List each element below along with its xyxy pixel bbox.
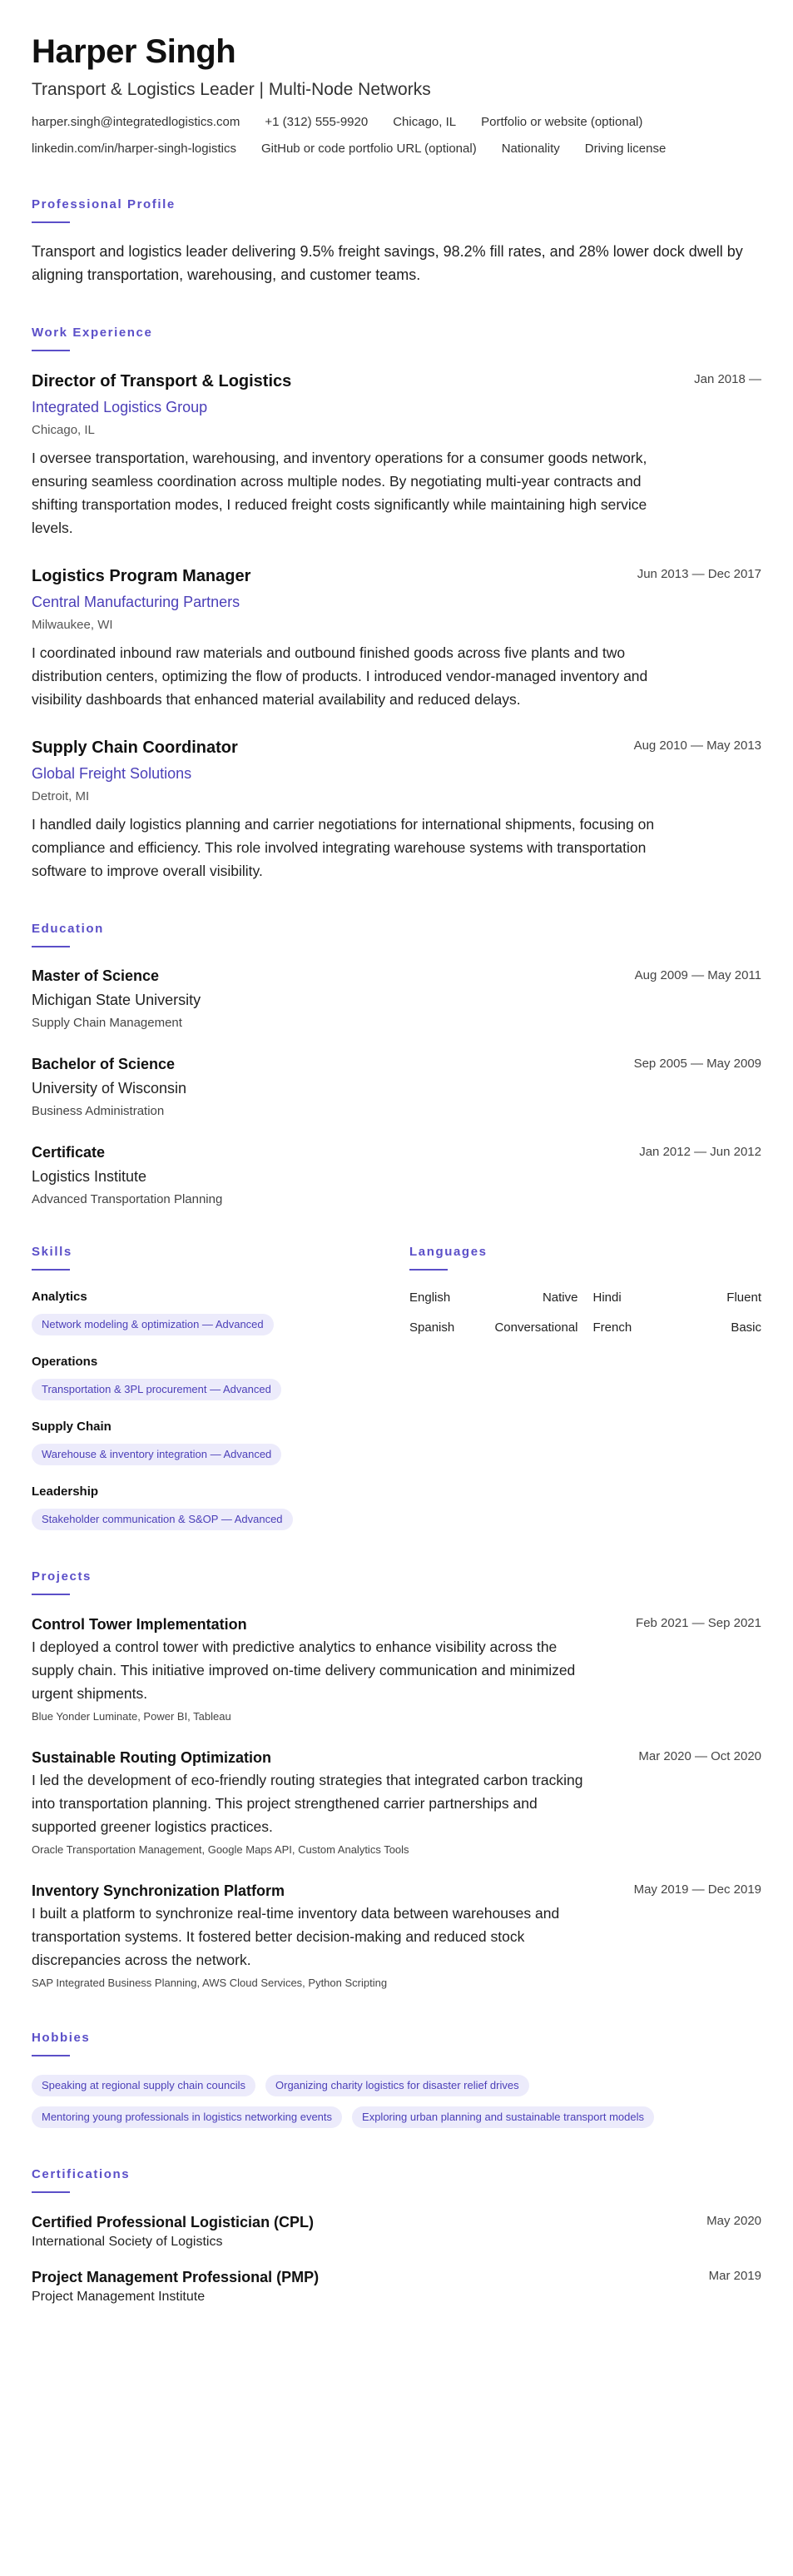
job-company: Integrated Logistics Group: [32, 399, 208, 415]
project-description: I led the development of eco-friendly routing strategies that integrated carbon tracking into transportation planning. This project strengthened carrier partnerships and supported greener logistics practices.: [32, 1772, 583, 1835]
cert-org: Project Management Institute: [32, 2290, 206, 2304]
edu-degree: Master of Science: [32, 967, 160, 984]
job-date: Jun 2013 — Dec 2017: [637, 567, 761, 581]
language-name: Hindi: [592, 1290, 622, 1305]
job-title: Logistics Program Manager: [32, 567, 251, 585]
skill-category: Analytics: [32, 1290, 87, 1304]
job-location: Milwaukee, WI: [32, 618, 113, 632]
edu-field: Advanced Transportation Planning: [32, 1192, 223, 1206]
skill-group: [32, 1484, 409, 1530]
section-divider: [32, 221, 70, 223]
edu-date: Aug 2009 — May 2011: [634, 968, 761, 982]
project-title: Sustainable Routing Optimization: [32, 1749, 271, 1766]
edu-date: Sep 2005 — May 2009: [633, 1057, 761, 1071]
skill-group: [32, 1289, 409, 1335]
resume-header: [32, 32, 761, 158]
section-title-experience: Work Experience: [32, 326, 153, 340]
project-tools: Oracle Transportation Management, Google Maps API, Custom Analytics Tools: [32, 1843, 409, 1856]
hobby-list: [32, 2075, 664, 2128]
project-entry: [32, 1614, 761, 1725]
section-divider: [32, 1269, 70, 1271]
project-date: Feb 2021 — Sep 2021: [636, 1616, 761, 1630]
job-location: Chicago, IL: [32, 423, 95, 437]
edu-school: Michigan State University: [32, 992, 201, 1008]
section-title-education: Education: [32, 922, 104, 936]
section-title-skills: Skills: [32, 1245, 72, 1259]
project-entry: [32, 1880, 761, 1992]
contact-portfolio[interactable]: Portfolio or website (optional): [481, 115, 643, 129]
certifications-section: [32, 2166, 761, 2306]
section-title-languages: Languages: [409, 1245, 488, 1259]
language-item: [409, 1289, 578, 1307]
hobby-pill: Speaking at regional supply chain councils: [32, 2075, 255, 2096]
skill-category: Operations: [32, 1355, 98, 1369]
edu-degree: Certificate: [32, 1144, 106, 1161]
language-item: [593, 1319, 762, 1337]
projects-section: [32, 1569, 761, 1992]
project-title: Control Tower Implementation: [32, 1616, 247, 1633]
section-divider: [32, 946, 70, 947]
language-item: [409, 1319, 578, 1337]
contact-driving-license: Driving license: [584, 142, 667, 156]
section-divider: [32, 1594, 70, 1595]
skill-pill: Stakeholder communication & S&OP — Advanced: [32, 1509, 293, 1530]
skill-group: [32, 1354, 409, 1400]
hobbies-section: [32, 2030, 761, 2128]
project-description: I deployed a control tower with predictive analytics to enhance visibility across the supply chain. This initiative improved on-time delivery communication and minimized urgent shipments.: [32, 1639, 576, 1702]
skill-pill: Network modeling & optimization — Advanced: [32, 1314, 274, 1335]
language-item: [593, 1289, 762, 1307]
job-entry: [32, 564, 761, 711]
experience-section: [32, 325, 761, 883]
edu-school: University of Wisconsin: [32, 1080, 187, 1097]
contact-github[interactable]: GitHub or code portfolio URL (optional): [260, 142, 477, 156]
tagline: Transport & Logistics Leader | Multi-Node Networks: [32, 80, 431, 99]
edu-date: Jan 2012 — Jun 2012: [639, 1145, 761, 1159]
contact-list: [32, 113, 761, 158]
section-divider: [409, 1269, 448, 1271]
section-divider: [32, 2055, 70, 2056]
job-company: Global Freight Solutions: [32, 765, 192, 782]
project-tools: SAP Integrated Business Planning, AWS Cloud Services, Python Scripting: [32, 1977, 388, 1989]
project-date: Mar 2020 — Oct 2020: [638, 1749, 761, 1763]
job-company: Central Manufacturing Partners: [32, 594, 240, 610]
education-section: [32, 921, 761, 1209]
skill-category: Leadership: [32, 1484, 99, 1499]
candidate-name: Harper Singh: [32, 33, 236, 70]
edu-degree: Bachelor of Science: [32, 1056, 176, 1072]
job-date: Aug 2010 — May 2013: [633, 738, 761, 753]
section-title-projects: Projects: [32, 1569, 92, 1584]
project-entry: [32, 1747, 761, 1858]
skills-section: [32, 1244, 409, 1530]
job-description: I coordinated inbound raw materials and outbound finished goods across five plants and two distribution centers, optimizing the flow of products. I introduced vendor-managed inventory and visibility dashboards that enhanced material availability and reduced delays.: [32, 644, 648, 708]
language-name: English: [409, 1290, 451, 1305]
section-title-hobbies: Hobbies: [32, 2031, 91, 2045]
job-title: Director of Transport & Logistics: [32, 372, 292, 390]
languages-section: [409, 1244, 761, 1530]
job-description: I oversee transportation, warehousing, and inventory operations for a consumer goods network, ensuring seamless coordination across multiple nodes. By negotiating multi-year contracts and shifting transportation modes, I reduced freight costs significantly while maintaining high service levels.: [32, 450, 647, 536]
project-description: I built a platform to synchronize real-time inventory data between warehouses and transportation systems. It fostered better decision-making and reduced stock discrepancies across the network.: [32, 1905, 560, 1968]
education-entry: [32, 966, 761, 1032]
skill-pill: Transportation & 3PL procurement — Advanced: [32, 1379, 281, 1400]
skill-pill: Warehouse & inventory integration — Advanced: [32, 1444, 281, 1465]
contact-linkedin[interactable]: linkedin.com/in/harper-singh-logistics: [32, 142, 236, 156]
project-date: May 2019 — Dec 2019: [633, 1882, 761, 1897]
contact-nationality: Nationality: [501, 142, 560, 156]
language-level: Basic: [731, 1320, 761, 1335]
profile-summary: Transport and logistics leader delivering 9.5% freight savings, 98.2% fill rates, and 28% lower dock dwell by aligning transportation, warehousing, and customer teams.: [32, 243, 743, 283]
education-entry: [32, 1054, 761, 1121]
skills-languages-row: [32, 1244, 761, 1530]
profile-section: [32, 196, 761, 286]
section-title-certifications: Certifications: [32, 2167, 131, 2181]
project-title: Inventory Synchronization Platform: [32, 1882, 285, 1899]
edu-school: Logistics Institute: [32, 1168, 147, 1185]
contact-email[interactable]: harper.singh@integratedlogistics.com: [32, 115, 240, 129]
cert-date: Mar 2019: [708, 2269, 761, 2283]
education-entry: [32, 1142, 761, 1209]
edu-field: Business Administration: [32, 1104, 165, 1118]
job-entry: [32, 736, 761, 883]
section-divider: [32, 350, 70, 351]
certification-entry: [32, 2211, 761, 2251]
hobby-pill: Exploring urban planning and sustainable transport models: [352, 2106, 654, 2128]
cert-date: May 2020: [706, 2214, 761, 2228]
section-title-profile: Professional Profile: [32, 197, 176, 211]
certification-entry: [32, 2266, 761, 2306]
job-date: Jan 2018 —: [694, 372, 761, 386]
language-name: French: [592, 1320, 632, 1335]
skill-group: [32, 1419, 409, 1465]
contact-phone[interactable]: +1 (312) 555-9920: [265, 115, 369, 129]
cert-title: Certified Professional Logistician (CPL): [32, 2214, 315, 2230]
language-level: Native: [542, 1290, 578, 1305]
job-entry: [32, 370, 761, 540]
language-level: Conversational: [494, 1320, 578, 1335]
hobby-pill: Mentoring young professionals in logistics networking events: [32, 2106, 342, 2128]
hobby-pill: Organizing charity logistics for disaster relief drives: [265, 2075, 529, 2096]
cert-title: Project Management Professional (PMP): [32, 2269, 320, 2285]
cert-org: International Society of Logistics: [32, 2235, 223, 2249]
edu-field: Supply Chain Management: [32, 1016, 182, 1030]
language-level: Fluent: [726, 1290, 761, 1305]
section-divider: [32, 2191, 70, 2193]
contact-location: Chicago, IL: [393, 115, 457, 129]
project-tools: Blue Yonder Luminate, Power BI, Tableau: [32, 1710, 231, 1723]
job-location: Detroit, MI: [32, 789, 90, 803]
skill-category: Supply Chain: [32, 1420, 112, 1434]
job-description: I handled daily logistics planning and carrier negotiations for international shipments, focusing on compliance and efficiency. This role involved integrating warehouse systems with transportation software to improve overall visibility.: [32, 816, 655, 879]
language-name: Spanish: [409, 1320, 455, 1335]
job-title: Supply Chain Coordinator: [32, 738, 238, 757]
